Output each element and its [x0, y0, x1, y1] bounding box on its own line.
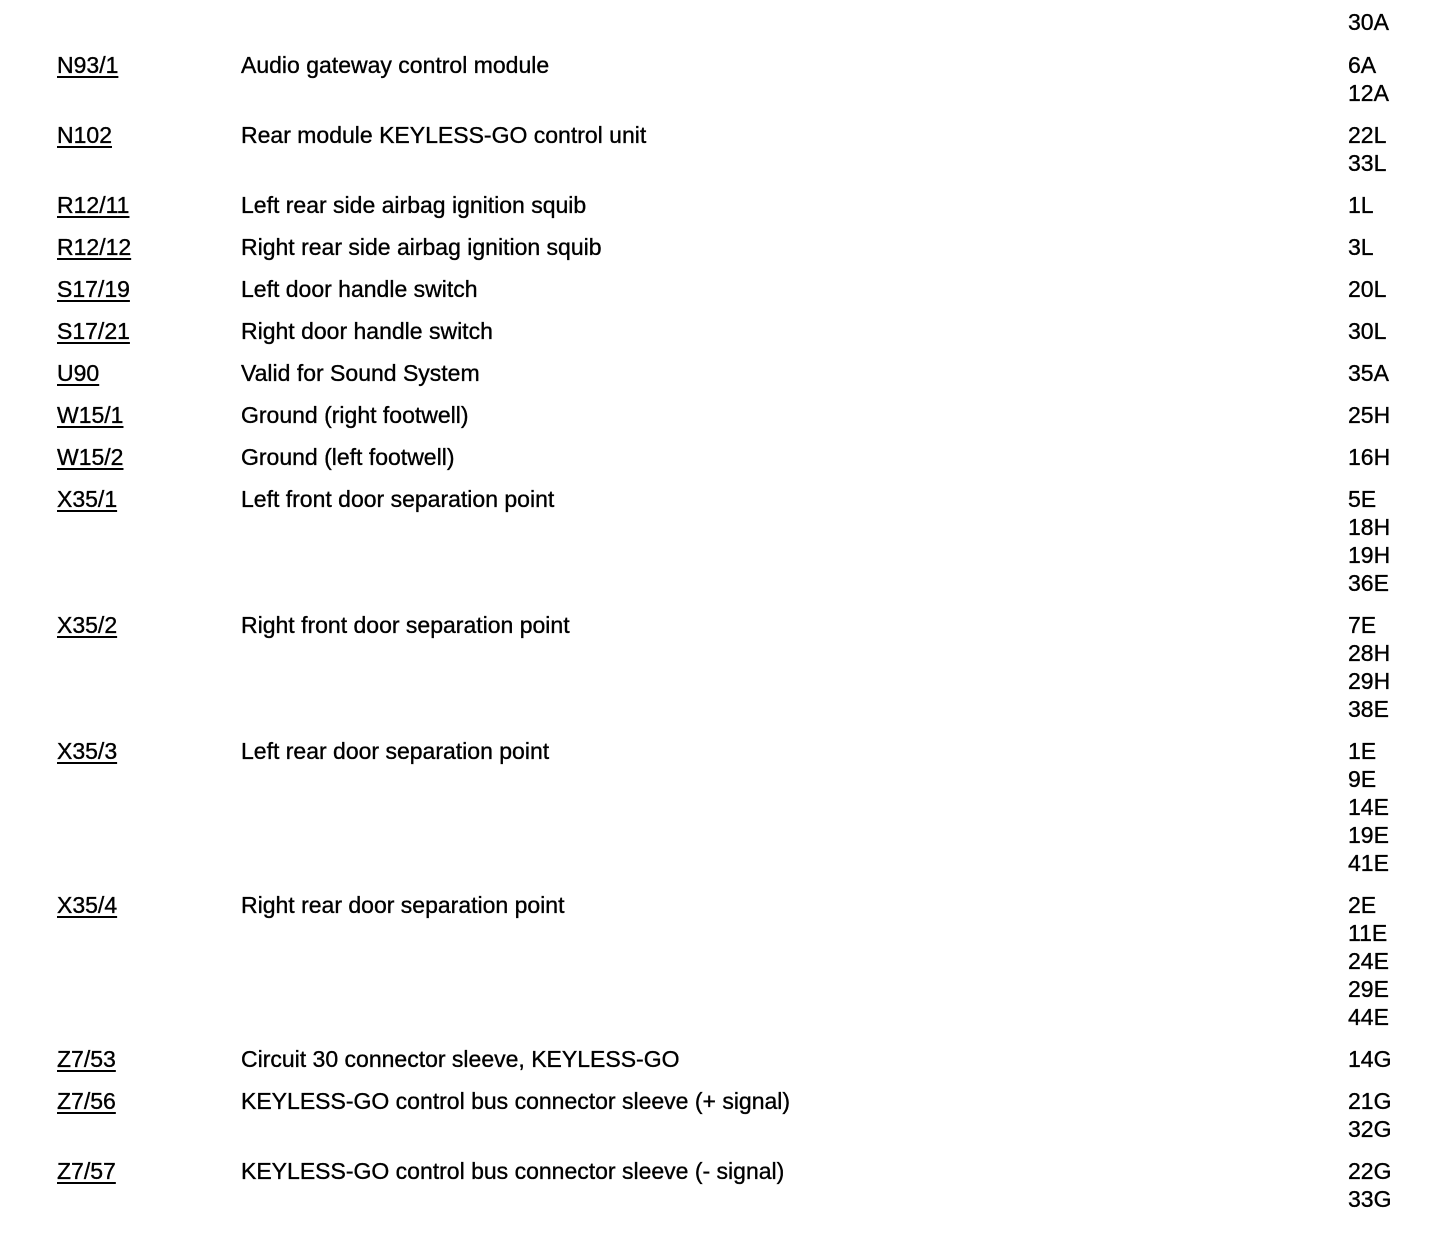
component-description: Left door handle switch [241, 276, 478, 302]
component-description: Ground (right footwell) [241, 402, 469, 428]
grid-reference: 19E [1348, 822, 1389, 848]
component-description: Ground (left footwell) [241, 444, 455, 470]
component-code-link[interactable]: Z7/56 [57, 1088, 116, 1114]
grid-reference: 19H [1348, 542, 1391, 568]
table-row [0, 485, 1456, 597]
table-row [0, 1045, 1456, 1073]
component-description: Left rear door separation point [241, 738, 550, 764]
component-description: Right door handle switch [241, 318, 493, 344]
table-row [0, 233, 1456, 261]
table-row [0, 51, 1456, 107]
component-description: Left rear side airbag ignition squib [241, 192, 587, 218]
table-row [0, 121, 1456, 177]
component-description: Audio gateway control module [241, 52, 550, 78]
table-row [0, 611, 1456, 723]
grid-references [1348, 359, 1448, 387]
grid-reference: 32G [1348, 1116, 1392, 1142]
grid-reference: 5E [1348, 486, 1377, 512]
grid-reference: 11E [1348, 920, 1388, 946]
component-code-link[interactable]: N93/1 [57, 52, 119, 78]
grid-references [1348, 401, 1448, 429]
component-code-link[interactable]: W15/2 [57, 444, 124, 470]
grid-references [1348, 51, 1448, 107]
grid-reference: 7E [1348, 612, 1377, 638]
grid-references [1348, 1087, 1448, 1143]
component-description: Valid for Sound System [241, 360, 480, 386]
grid-reference: 35A [1348, 360, 1389, 386]
grid-references [1348, 611, 1448, 723]
grid-reference: 33G [1348, 1186, 1392, 1212]
table-row [0, 191, 1456, 219]
grid-reference: 21G [1348, 1088, 1392, 1114]
grid-reference: 14G [1348, 1046, 1392, 1072]
grid-reference: 12A [1348, 80, 1389, 106]
component-description: Rear module KEYLESS-GO control unit [241, 122, 647, 148]
grid-reference: 18H [1348, 514, 1391, 540]
grid-references [1348, 891, 1448, 1031]
component-table [0, 51, 1456, 1227]
grid-references [1348, 275, 1448, 303]
grid-references [1348, 443, 1448, 471]
grid-reference: 33L [1348, 150, 1387, 176]
component-code-link[interactable]: X35/4 [57, 892, 118, 918]
grid-reference: 25H [1348, 402, 1391, 428]
grid-references [1348, 485, 1448, 597]
grid-references [1348, 1157, 1448, 1213]
table-row [0, 275, 1456, 303]
grid-reference: 16H [1348, 444, 1391, 470]
table-row [0, 1087, 1456, 1143]
grid-reference: 22G [1348, 1158, 1392, 1184]
component-description: Right rear side airbag ignition squib [241, 234, 602, 260]
component-description: Left front door separation point [241, 486, 555, 512]
grid-reference: 22L [1348, 122, 1387, 148]
component-code-link[interactable]: Z7/57 [57, 1158, 116, 1184]
table-row [0, 359, 1456, 387]
component-description: KEYLESS-GO control bus connector sleeve (- signal) [241, 1158, 785, 1184]
grid-reference: 29E [1348, 976, 1389, 1002]
grid-references [1348, 1045, 1448, 1073]
component-description: Right rear door separation point [241, 892, 565, 918]
component-code-link[interactable]: R12/12 [57, 234, 132, 260]
grid-references [1348, 191, 1448, 219]
table-row [0, 891, 1456, 1031]
grid-reference: 29H [1348, 668, 1391, 694]
component-description: Circuit 30 connector sleeve, KEYLESS-GO [241, 1046, 680, 1072]
component-description: KEYLESS-GO control bus connector sleeve (+ signal) [241, 1088, 791, 1114]
grid-reference: 30A [1348, 9, 1389, 35]
component-code-link[interactable]: X35/2 [57, 612, 118, 638]
component-code-link[interactable]: S17/19 [57, 276, 130, 302]
leading-refs [1348, 8, 1389, 36]
grid-reference: 28H [1348, 640, 1391, 666]
table-row [0, 1157, 1456, 1213]
grid-reference: 24E [1348, 948, 1389, 974]
grid-reference: 30L [1348, 318, 1387, 344]
grid-reference: 1E [1348, 738, 1377, 764]
grid-reference: 44E [1348, 1004, 1389, 1030]
grid-references [1348, 737, 1448, 877]
grid-reference: 3L [1348, 234, 1374, 260]
grid-references [1348, 233, 1448, 261]
component-code-link[interactable]: Z7/53 [57, 1046, 116, 1072]
grid-references [1348, 121, 1448, 177]
grid-reference: 2E [1348, 892, 1377, 918]
grid-reference: 1L [1348, 192, 1374, 218]
component-code-link[interactable]: S17/21 [57, 318, 130, 344]
table-row [0, 317, 1456, 345]
component-code-link[interactable]: W15/1 [57, 402, 124, 428]
table-row [0, 443, 1456, 471]
component-code-link[interactable]: U90 [57, 360, 100, 386]
grid-reference: 36E [1348, 570, 1389, 596]
grid-reference: 9E [1348, 766, 1377, 792]
component-description: Right front door separation point [241, 612, 570, 638]
component-code-link[interactable]: X35/3 [57, 738, 118, 764]
grid-reference: 20L [1348, 276, 1387, 302]
table-row [0, 737, 1456, 877]
grid-reference: 6A [1348, 52, 1377, 78]
component-code-link[interactable]: N102 [57, 122, 112, 148]
grid-reference: 14E [1348, 794, 1389, 820]
component-code-link[interactable]: R12/11 [57, 192, 130, 218]
grid-references [1348, 317, 1448, 345]
grid-reference: 41E [1348, 850, 1389, 876]
grid-reference: 38E [1348, 696, 1389, 722]
table-row [0, 401, 1456, 429]
component-code-link[interactable]: X35/1 [57, 486, 118, 512]
